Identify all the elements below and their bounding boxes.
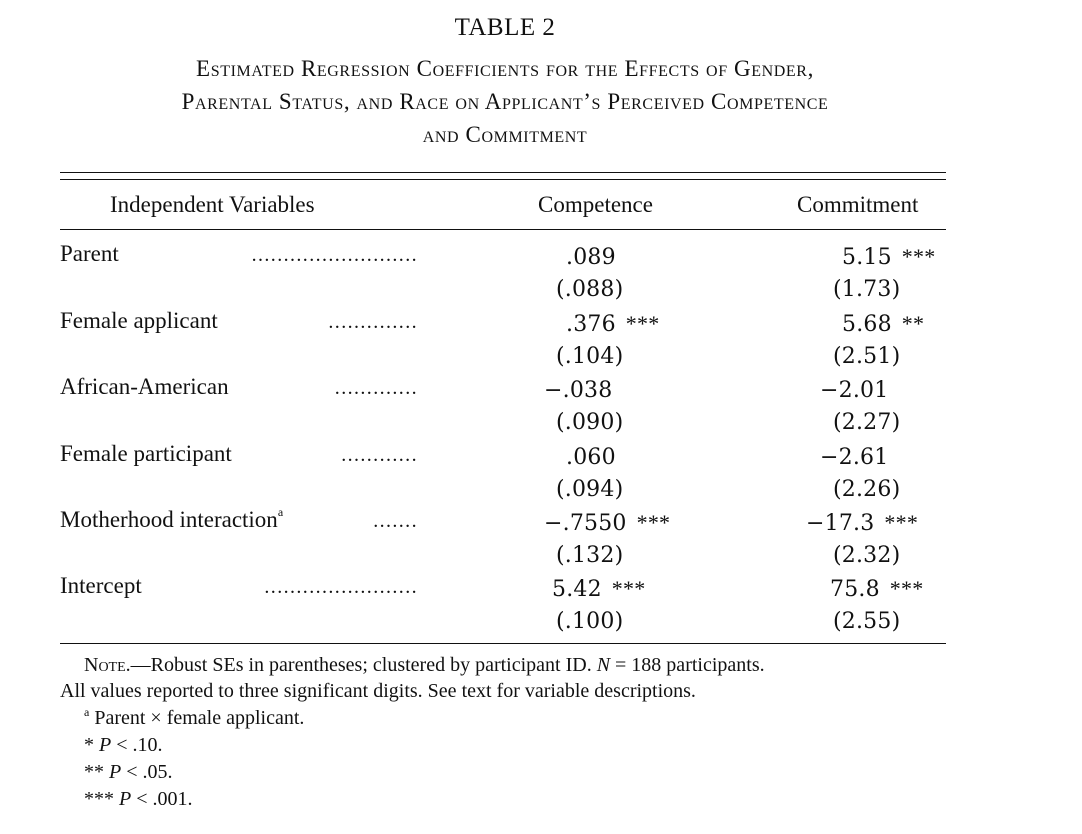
coef-value: 75.8 xyxy=(830,577,880,602)
row-label-text: Motherhood interaction xyxy=(60,507,278,532)
dot-leader: .......................... xyxy=(251,244,418,266)
footnote-a-text: Parent × female applicant. xyxy=(89,707,305,729)
commitment-coefficient xyxy=(830,576,923,602)
coef-value: .060 xyxy=(566,445,616,470)
caption-line-2: Parental Status, and Race on Applicant’s Perceived Competence xyxy=(181,89,829,114)
header-rule xyxy=(60,229,946,230)
commitment-se: (2.27) xyxy=(833,410,901,435)
competence-coefficient xyxy=(566,444,626,470)
significance-stars: *** xyxy=(884,510,919,535)
table-note xyxy=(84,654,765,677)
note-dash: — xyxy=(130,654,151,676)
competence-coefficient xyxy=(544,510,670,536)
competence-se: (.132) xyxy=(556,543,624,568)
note-label: Note. xyxy=(84,654,131,676)
sig-threshold: < .001. xyxy=(131,788,193,810)
competence-coefficient xyxy=(566,311,659,337)
coef-value: .089 xyxy=(566,245,616,270)
row-label-text: Intercept xyxy=(60,573,142,598)
significance-note xyxy=(84,788,193,811)
commitment-coefficient xyxy=(820,377,898,403)
dot-leader: .............. xyxy=(328,311,418,333)
sig-p: P xyxy=(109,761,122,783)
competence-se: (.100) xyxy=(556,609,624,634)
coef-value: −2.01 xyxy=(820,378,889,403)
competence-coefficient xyxy=(566,244,626,270)
note-text: Robust SEs in parentheses; clustered by participant ID. xyxy=(150,654,592,676)
significance-note xyxy=(84,761,173,784)
row-label-text: Parent xyxy=(60,241,119,266)
footnote-a-mark: a xyxy=(84,705,90,719)
commitment-se: (2.32) xyxy=(833,543,901,568)
header-commitment: Commitment xyxy=(797,192,919,217)
caption-line-1: Estimated Regression Coefficients for the Effects of Gender, xyxy=(196,56,814,81)
significance-stars: ** xyxy=(901,311,925,336)
row-label-text: Female applicant xyxy=(60,308,218,333)
note-n-var: N xyxy=(596,654,611,676)
sig-threshold: < .05. xyxy=(121,761,173,783)
commitment-coefficient xyxy=(842,311,924,337)
header-competence: Competence xyxy=(538,192,653,217)
competence-se: (.088) xyxy=(556,277,624,302)
row-label-text: Female participant xyxy=(60,441,232,466)
significance-stars: *** xyxy=(901,244,936,269)
coef-value: −.7550 xyxy=(544,511,627,536)
significance-note xyxy=(84,734,163,757)
coef-value: 5.15 xyxy=(842,245,892,270)
bottom-rule xyxy=(60,643,946,644)
sig-stars: ** xyxy=(84,761,104,783)
coef-value: 5.68 xyxy=(842,312,892,337)
coef-value: .376 xyxy=(566,312,616,337)
significance-stars: *** xyxy=(636,510,671,535)
row-label-text: African-American xyxy=(60,374,229,399)
competence-se: (.090) xyxy=(556,410,624,435)
significance-stars: *** xyxy=(611,576,646,601)
footnote-a xyxy=(84,707,304,730)
top-rule-1 xyxy=(60,172,946,173)
top-rule-2 xyxy=(60,179,946,180)
competence-se: (.094) xyxy=(556,477,624,502)
dot-leader: ............. xyxy=(334,377,418,399)
commitment-coefficient xyxy=(806,510,918,536)
coef-value: −2.61 xyxy=(820,445,889,470)
commitment-coefficient xyxy=(820,444,898,470)
sig-threshold: < .10. xyxy=(111,734,163,756)
sig-stars: * xyxy=(84,734,94,756)
footnote-marker: a xyxy=(277,505,284,519)
table-note-line-2: All values reported to three significant digits. See text for variable descriptions. xyxy=(60,680,696,702)
dot-leader: ....... xyxy=(373,510,418,532)
header-independent-variables: Independent Variables xyxy=(110,192,315,217)
sig-stars: *** xyxy=(84,788,114,810)
significance-stars: *** xyxy=(889,576,924,601)
sig-p: P xyxy=(119,788,132,810)
coef-value: 5.42 xyxy=(552,577,602,602)
commitment-se: (1.73) xyxy=(833,277,901,302)
significance-stars: *** xyxy=(625,311,660,336)
coef-value: −.038 xyxy=(544,378,613,403)
commitment-se: (2.51) xyxy=(833,344,901,369)
table-caption xyxy=(0,52,1010,151)
commitment-se: (2.55) xyxy=(833,609,901,634)
dot-leader: ............ xyxy=(341,444,418,466)
note-n-value: = 188 participants. xyxy=(610,654,765,676)
table-number: TABLE 2 xyxy=(454,14,556,41)
commitment-coefficient xyxy=(842,244,935,270)
sig-p: P xyxy=(99,734,112,756)
caption-line-3: and Commitment xyxy=(422,122,588,147)
competence-coefficient xyxy=(544,377,622,403)
competence-se: (.104) xyxy=(556,344,624,369)
coef-value: −17.3 xyxy=(806,511,875,536)
commitment-se: (2.26) xyxy=(833,477,901,502)
dot-leader: ........................ xyxy=(264,576,418,598)
competence-coefficient xyxy=(552,576,645,602)
